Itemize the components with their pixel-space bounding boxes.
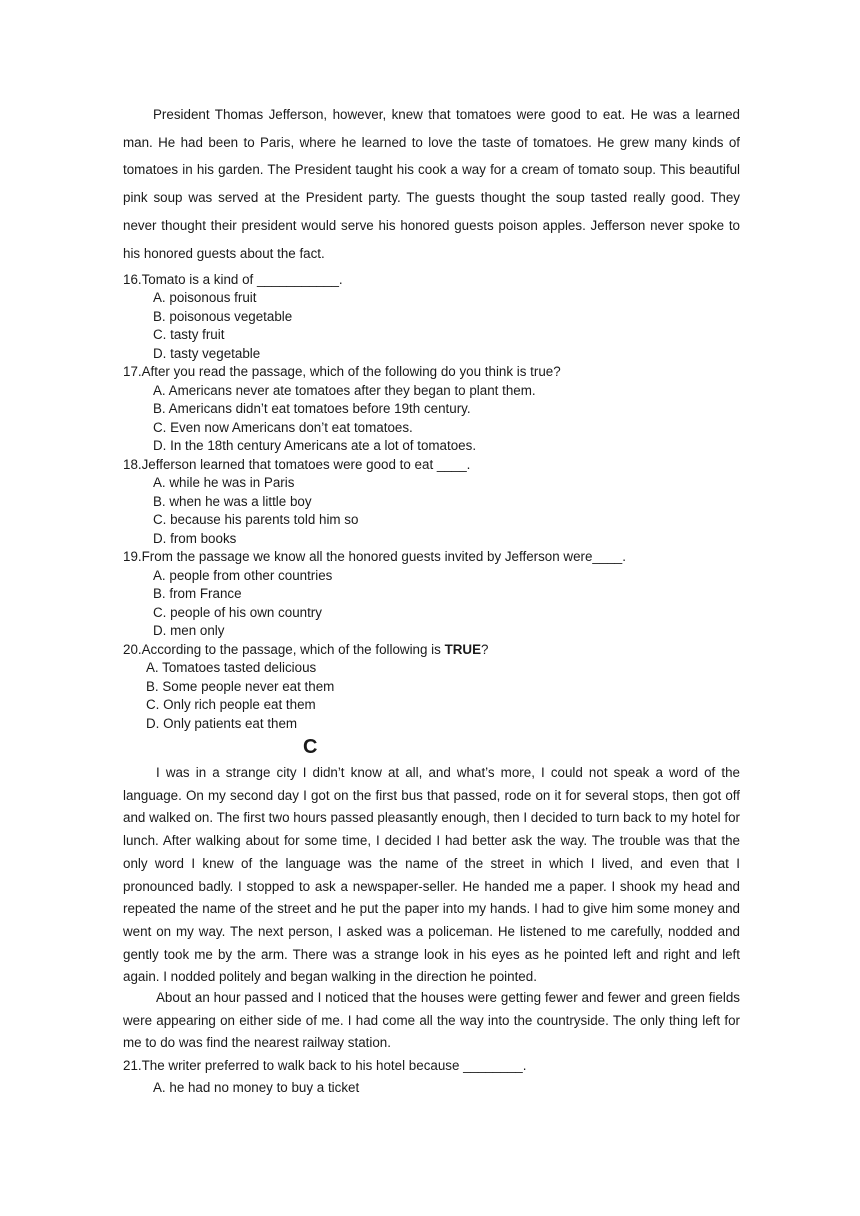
- question-17-option-d: D. In the 18th century Americans ate a lot of tomatoes.: [153, 438, 477, 453]
- question-20-stem-end: ?: [481, 642, 489, 657]
- question-20-option-d: D. Only patients eat them: [146, 716, 298, 731]
- question-19-option-a: A. people from other countries: [153, 568, 333, 583]
- question-16-stem: 16.Tomato is a kind of ___________.: [123, 272, 343, 287]
- question-18-option-c: C. because his parents told him so: [153, 512, 359, 527]
- question-19-option-b: B. from France: [153, 586, 242, 601]
- section-heading: C: [303, 736, 318, 758]
- question-20-option-b: B. Some people never eat them: [146, 679, 335, 694]
- question-16-option-c: C. tasty fruit: [153, 327, 225, 342]
- question-19-option-d: D. men only: [153, 623, 225, 638]
- question-20-option-c: C. Only rich people eat them: [146, 697, 316, 712]
- question-18-option-d: D. from books: [153, 531, 237, 546]
- question-18-option-a: A. while he was in Paris: [153, 475, 295, 490]
- question-19-stem: 19.From the passage we know all the honored guests invited by Jefferson were____.: [123, 549, 626, 564]
- question-20-stem-text: 20.According to the passage, which of the following is: [123, 642, 445, 657]
- question-17-option-c: C. Even now Americans don’t eat tomatoes.: [153, 420, 413, 435]
- question-20-option-a: A. Tomatoes tasted delicious: [146, 660, 317, 675]
- question-18-stem: 18.Jefferson learned that tomatoes were good to eat ____.: [123, 457, 471, 472]
- question-21-option-a: A. he had no money to buy a ticket: [153, 1080, 360, 1095]
- question-20-stem-emphasis: TRUE: [444, 642, 482, 657]
- question-16-option-a: A. poisonous fruit: [153, 290, 257, 305]
- passage-c-paragraph-1: I was in a strange city I didn’t know at all, and what’s more, I could not speak a word of the language. On my second day I got on the first bus that passed, rode on it for several stops, then got off and walked on. The first two hours passed pleasantly enough, then I decided to turn back to my hotel for lunch. After walking about for some time, I decided I had better ask the way. The trouble was that the only word I knew of the language was the name of the street in which I lived, and even that I pronounced badly. I stopped to ask a newspaper-seller. He handed me a paper. I shook my head and repeated the name of the street and he put the paper into my hands. I had to give him some money and went on my way. The next person, I asked was a policeman. He listened to me carefully, nodded and gently took me by the arm. There was a strange look in his eyes as he pointed left and right and left again. I nodded politely and began walking in the direction he pointed.: [123, 765, 740, 985]
- question-16-option-d: D. tasty vegetable: [153, 346, 261, 361]
- question-17-option-a: A. Americans never ate tomatoes after they began to plant them.: [153, 383, 536, 398]
- question-17-option-b: B. Americans didn’t eat tomatoes before 19th century.: [153, 401, 471, 416]
- question-18-option-b: B. when he was a little boy: [153, 494, 312, 509]
- question-16-option-b: B. poisonous vegetable: [153, 309, 293, 324]
- question-17-stem: 17.After you read the passage, which of the following do you think is true?: [123, 364, 561, 379]
- question-20-stem: [123, 641, 488, 660]
- question-19-option-c: C. people of his own country: [153, 605, 322, 620]
- passage-b-paragraph: President Thomas Jefferson, however, knew that tomatoes were good to eat. He was a learned man. He had been to Paris, where he learned to love the taste of tomatoes. He grew many kinds of tomatoes in his garden. The President taught his cook a way for a cream of tomato soup. This beautiful pink soup was served at the President party. The guests thought the soup tasted really good. They never thought their president would serve his honored guests poison apples. Jefferson never spoke to his honored guests about the fact.: [123, 107, 740, 261]
- passage-c-paragraph-2: About an hour passed and I noticed that the houses were getting fewer and fewer and green fields were appearing on either side of me. I had come all the way into the countryside. The only thing left for me to do was find the nearest railway station.: [123, 990, 740, 1051]
- question-21-stem: 21.The writer preferred to walk back to his hotel because ________.: [123, 1058, 527, 1073]
